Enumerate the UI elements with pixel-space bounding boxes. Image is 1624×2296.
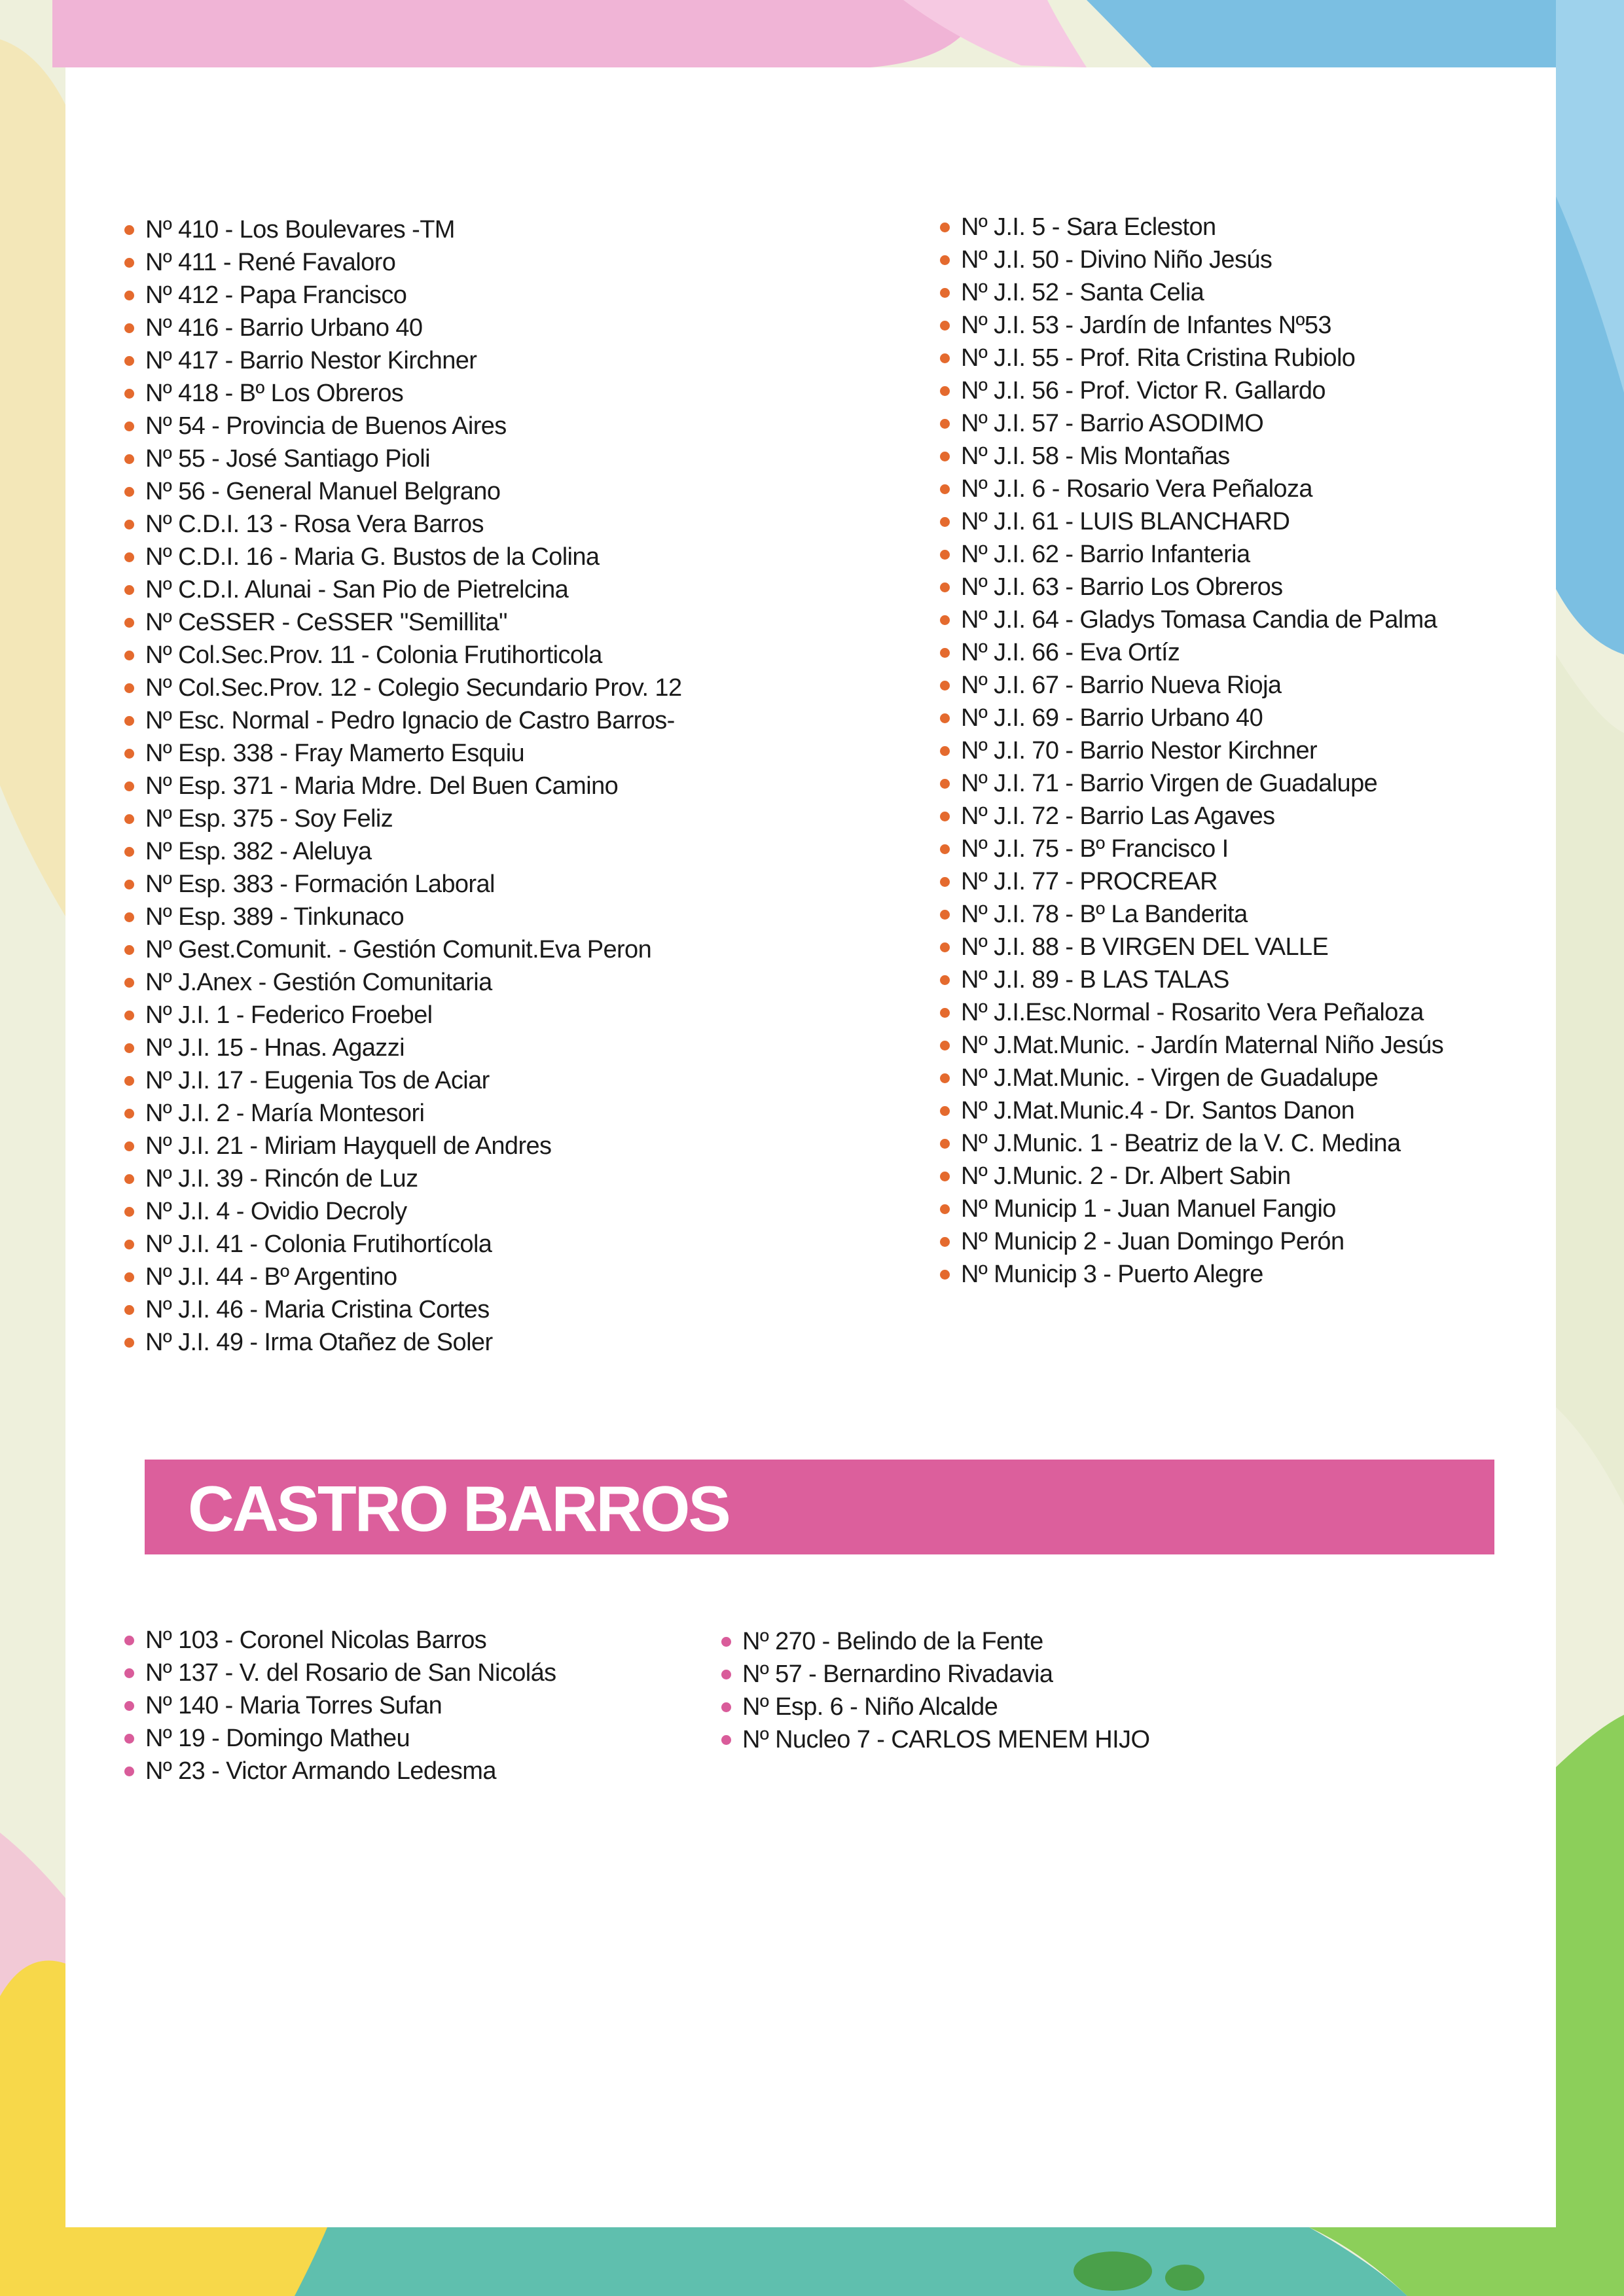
list-item: Nº Esc. Normal - Pedro Ignacio de Castro Barros- [124,704,681,737]
list-item: Nº J.I. 39 - Rincón de Luz [124,1162,681,1195]
school-list-bottom-left [124,1624,556,1787]
list-item: Nº J.I. 50 - Divino Niño Jesús [940,243,1443,276]
bullet-icon [124,814,134,824]
bullet-icon [124,618,134,628]
bullet-icon [124,1338,134,1348]
bullet-icon [124,1636,134,1645]
teal-bottom-shape [295,2227,1407,2296]
bullet-icon [124,291,134,300]
list-item: Nº J.I. 69 - Barrio Urbano 40 [940,702,1443,734]
bullet-icon [124,225,134,235]
list-item: Nº CeSSER - CeSSER "Semillita" [124,606,681,639]
bullet-icon [940,517,950,527]
list-item: Nº Nucleo 7 - CARLOS MENEM HIJO [721,1723,1149,1756]
list-item: Nº 54 - Provincia de Buenos Aires [124,410,681,442]
bullet-icon [940,255,950,265]
bullet-icon [124,258,134,268]
list-item: Nº J.I. 88 - B VIRGEN DEL VALLE [940,931,1443,963]
bullet-icon [124,716,134,726]
bullet-icon [940,386,950,396]
bullet-icon [940,681,950,691]
list-item: Nº Esp. 371 - Maria Mdre. Del Buen Camino [124,770,681,802]
list-item: Nº J.I. 21 - Miriam Hayquell de Andres [124,1130,681,1162]
list-item: Nº J.I. 46 - Maria Cristina Cortes [124,1293,681,1326]
bullet-icon [124,683,134,693]
list-item: Nº J.I. 1 - Federico Froebel [124,999,681,1031]
list-item: Nº 270 - Belindo de la Fente [721,1625,1149,1658]
bullet-icon [124,1272,134,1282]
list-item: Nº 57 - Bernardino Rivadavia [721,1658,1149,1691]
list-item: Nº 416 - Barrio Urbano 40 [124,312,681,344]
bullet-icon [124,1207,134,1217]
bullet-icon [124,454,134,464]
bullet-icon [940,713,950,723]
school-list-bottom-right [721,1625,1149,1756]
bullet-icon [124,422,134,431]
bullet-icon [124,978,134,988]
bullet-icon [124,912,134,922]
bullet-icon [124,781,134,791]
list-item: Nº Esp. 382 - Aleluya [124,835,681,868]
bullet-icon [940,1172,950,1181]
list-item: Nº J.Munic. 1 - Beatriz de la V. C. Medina [940,1127,1443,1160]
bullet-icon [124,585,134,595]
list-item: Nº J.I. 58 - Mis Montañas [940,440,1443,473]
bullet-icon [940,1237,950,1247]
list-item: Nº 56 - General Manuel Belgrano [124,475,681,508]
bullet-icon [940,844,950,854]
bullet-icon [124,1701,134,1711]
bullet-icon [940,1270,950,1280]
list-item: Nº J.I. 15 - Hnas. Agazzi [124,1031,681,1064]
bullet-icon [124,1305,134,1315]
bullet-icon [124,487,134,497]
list-item: Nº 55 - José Santiago Pioli [124,442,681,475]
bullet-icon [124,749,134,759]
bullet-icon [940,779,950,789]
bullet-icon [940,353,950,363]
bullet-icon [940,812,950,821]
list-item: Nº 417 - Barrio Nestor Kirchner [124,344,681,377]
list-item: Nº J.I. 66 - Eva Ortíz [940,636,1443,669]
list-item: Nº J.Mat.Munic.4 - Dr. Santos Danon [940,1094,1443,1127]
list-item: Nº C.D.I. 13 - Rosa Vera Barros [124,508,681,541]
list-item: Nº 411 - René Favaloro [124,246,681,279]
school-list-top-right [940,211,1443,1291]
list-item: Nº J.I. 55 - Prof. Rita Cristina Rubiolo [940,342,1443,374]
list-item: Nº J.I. 5 - Sara Ecleston [940,211,1443,243]
list-item: Nº 412 - Papa Francisco [124,279,681,312]
list-item: Nº J.I. 72 - Barrio Las Agaves [940,800,1443,833]
bullet-icon [940,550,950,560]
list-item: Nº Esp. 375 - Soy Feliz [124,802,681,835]
list-item: Nº J.I. 89 - B LAS TALAS [940,963,1443,996]
bullet-icon [940,942,950,952]
bullet-icon [940,452,950,461]
list-item: Nº Municip 2 - Juan Domingo Perón [940,1225,1443,1258]
bullet-icon [940,877,950,887]
list-item: Nº C.D.I. Alunai - San Pio de Pietrelcina [124,573,681,606]
list-item: Nº 137 - V. del Rosario de San Nicolás [124,1657,556,1689]
bullet-icon [940,223,950,232]
list-item: Nº J.I. 70 - Barrio Nestor Kirchner [940,734,1443,767]
list-item: Nº J.I. 75 - Bº Francisco I [940,833,1443,865]
list-item: Nº J.Mat.Munic. - Jardín Maternal Niño Jesús [940,1029,1443,1062]
school-list-top-left [124,213,681,1359]
list-item: Nº J.I. 57 - Barrio ASODIMO [940,407,1443,440]
bullet-icon [124,945,134,955]
bullet-icon [124,552,134,562]
bullet-icon [721,1702,731,1712]
bullet-icon [940,1008,950,1018]
bullet-icon [940,583,950,592]
bullet-icon [124,520,134,529]
list-item: Nº 19 - Domingo Matheu [124,1722,556,1755]
bullet-icon [124,1043,134,1053]
section-title: CASTRO BARROS [188,1473,729,1545]
bullet-icon [124,1767,134,1776]
list-item: Nº J.I. 49 - Irma Otañez de Soler [124,1326,681,1359]
list-item: Nº 140 - Maria Torres Sufan [124,1689,556,1722]
list-item: Nº Col.Sec.Prov. 11 - Colonia Frutihorticola [124,639,681,672]
bullet-icon [124,1240,134,1249]
list-item: Nº 410 - Los Boulevares -TM [124,213,681,246]
section-banner [145,1460,1494,1554]
list-item: Nº J.I. 78 - Bº La Banderita [940,898,1443,931]
list-item: Nº Esp. 6 - Niño Alcalde [721,1691,1149,1723]
bullet-icon [940,288,950,298]
bullet-icon [124,1141,134,1151]
bullet-icon [124,1174,134,1184]
bullet-icon [940,1106,950,1116]
list-item: Nº J.I. 17 - Eugenia Tos de Aciar [124,1064,681,1097]
list-item: Nº J.I.Esc.Normal - Rosarito Vera Peñaloza [940,996,1443,1029]
list-item: Nº 418 - Bº Los Obreros [124,377,681,410]
bullet-icon [940,975,950,985]
bullet-icon [124,1668,134,1678]
bullet-icon [124,1076,134,1086]
bullet-icon [940,1204,950,1214]
bullet-icon [124,1734,134,1744]
pink-blob-shape [52,0,982,67]
list-item: Nº C.D.I. 16 - Maria G. Bustos de la Colina [124,541,681,573]
bullet-icon [940,1041,950,1050]
bullet-icon [940,648,950,658]
bullet-icon [940,615,950,625]
bullet-icon [940,419,950,429]
list-item: Nº J.I. 67 - Barrio Nueva Rioja [940,669,1443,702]
list-item: Nº Esp. 383 - Formación Laboral [124,868,681,901]
list-item: Nº J.I. 44 - Bº Argentino [124,1261,681,1293]
list-item: Nº 103 - Coronel Nicolas Barros [124,1624,556,1657]
list-item: Nº J.Anex - Gestión Comunitaria [124,966,681,999]
list-item: Nº J.I. 64 - Gladys Tomasa Candia de Palma [940,603,1443,636]
list-item: Nº J.I. 53 - Jardín de Infantes Nº53 [940,309,1443,342]
list-item: Nº Esp. 338 - Fray Mamerto Esquiu [124,737,681,770]
bullet-icon [940,1139,950,1149]
list-item: Nº J.I. 2 - María Montesori [124,1097,681,1130]
yellow-left-shape [0,39,65,916]
bullet-icon [940,1073,950,1083]
list-item: Nº J.I. 6 - Rosario Vera Peñaloza [940,473,1443,505]
bullet-icon [124,1011,134,1020]
list-item: Nº Municip 1 - Juan Manuel Fangio [940,1193,1443,1225]
bullet-icon [940,746,950,756]
bullet-icon [124,389,134,399]
bullet-icon [124,651,134,660]
bullet-icon [721,1637,731,1647]
list-item: Nº Gest.Comunit. - Gestión Comunit.Eva Peron [124,933,681,966]
list-item: Nº J.I. 71 - Barrio Virgen de Guadalupe [940,767,1443,800]
list-item: Nº J.Munic. 2 - Dr. Albert Sabin [940,1160,1443,1193]
list-item: Nº Col.Sec.Prov. 12 - Colegio Secundario Prov. 12 [124,672,681,704]
bullet-icon [124,323,134,333]
list-item: Nº J.I. 41 - Colonia Frutihortícola [124,1228,681,1261]
bullet-icon [940,321,950,331]
bullet-icon [940,910,950,920]
bullet-icon [721,1735,731,1745]
bullet-icon [721,1670,731,1679]
bullet-icon [124,880,134,889]
bullet-icon [940,484,950,494]
bullet-icon [124,847,134,857]
list-item: Nº Municip 3 - Puerto Alegre [940,1258,1443,1291]
list-item: Nº J.I. 52 - Santa Celia [940,276,1443,309]
list-item: Nº J.I. 62 - Barrio Infanteria [940,538,1443,571]
list-item: Nº Esp. 389 - Tinkunaco [124,901,681,933]
list-item: Nº J.I. 56 - Prof. Victor R. Gallardo [940,374,1443,407]
bullet-icon [124,356,134,366]
list-item: Nº J.I. 4 - Ovidio Decroly [124,1195,681,1228]
bullet-icon [124,1109,134,1119]
list-item: Nº J.I. 63 - Barrio Los Obreros [940,571,1443,603]
list-item: Nº J.I. 77 - PROCREAR [940,865,1443,898]
list-item: Nº J.Mat.Munic. - Virgen de Guadalupe [940,1062,1443,1094]
list-item: Nº 23 - Victor Armando Ledesma [124,1755,556,1787]
list-item: Nº J.I. 61 - LUIS BLANCHARD [940,505,1443,538]
